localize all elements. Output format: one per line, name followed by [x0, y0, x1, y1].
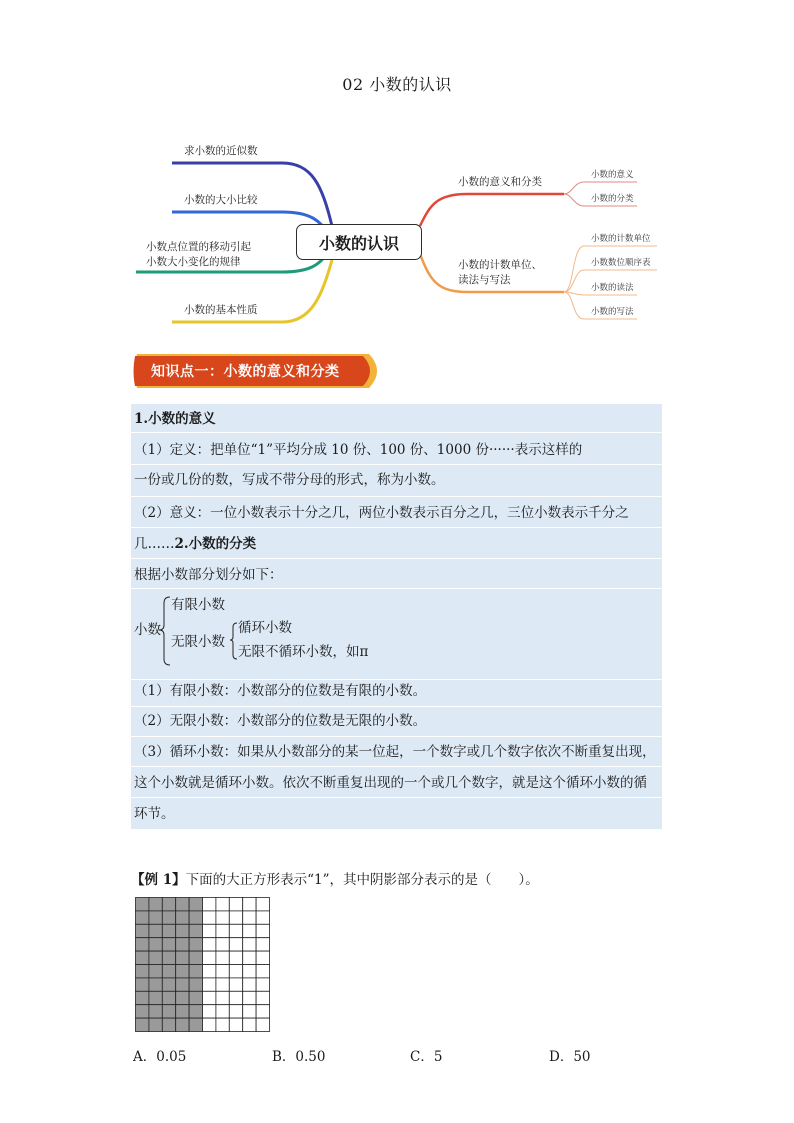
- grid-cell: [243, 924, 256, 937]
- heading-meaning: 1.小数的意义: [134, 411, 216, 427]
- shaded-cell: [162, 978, 175, 991]
- shaded-cell: [162, 965, 175, 978]
- section-banner: [133, 352, 385, 390]
- grid-cell: [216, 951, 229, 964]
- tree-nonrecurring: 无限不循环小数，如π: [238, 644, 369, 660]
- grid-cell: [203, 965, 216, 978]
- grid-cell: [243, 1018, 256, 1031]
- grid-cell: [203, 978, 216, 991]
- grid-cell: [203, 898, 216, 911]
- shaded-cell: [176, 1005, 189, 1018]
- shaded-cell: [136, 1018, 149, 1031]
- shaded-cell: [189, 911, 202, 924]
- shaded-cell: [162, 924, 175, 937]
- shaded-cell: [136, 924, 149, 937]
- shaded-cell: [189, 938, 202, 951]
- shaded-cell: [176, 911, 189, 924]
- grid-cell: [216, 978, 229, 991]
- grid-cell: [243, 911, 256, 924]
- meaning-line-2: 几……2.小数的分类: [134, 536, 257, 552]
- grid-cell: [256, 938, 269, 951]
- mind-map-center: 小数的认识: [296, 224, 422, 260]
- shaded-cell: [149, 978, 162, 991]
- shaded-cell: [176, 978, 189, 991]
- leaf-classify: 小数的分类: [591, 194, 634, 204]
- grid-cell: [203, 951, 216, 964]
- leaf-meaning: 小数的意义: [591, 170, 634, 180]
- definition-line-2: 一份或几份的数，写成不带分母的形式，称为小数。: [134, 472, 445, 488]
- shaded-cell: [176, 924, 189, 937]
- shaded-cell: [189, 924, 202, 937]
- grid-cell: [229, 978, 242, 991]
- grid-cell: [256, 978, 269, 991]
- grid-cell: [216, 924, 229, 937]
- grid-cell: [243, 938, 256, 951]
- branch-label-move-1: 小数点位置的移动引起: [146, 241, 251, 253]
- grid-cell: [203, 1005, 216, 1018]
- classify-intro: 根据小数部分划分如下：: [134, 567, 283, 583]
- grid-cell: [229, 951, 242, 964]
- option-c[interactable]: C．5: [410, 1049, 443, 1065]
- knowledge-box: [131, 404, 662, 829]
- option-a[interactable]: A．0.05: [133, 1049, 187, 1065]
- banner-title: 知识点一：小数的意义和分类: [151, 364, 340, 380]
- shaded-cell: [149, 898, 162, 911]
- finite-definition: （1）有限小数：小数部分的位数是有限的小数。: [134, 683, 427, 699]
- example-tag: 【例 1】: [131, 872, 186, 888]
- grid-cell: [216, 938, 229, 951]
- branch-label-compare: 小数的大小比较: [184, 194, 258, 206]
- shaded-cell: [149, 965, 162, 978]
- shaded-cell: [136, 911, 149, 924]
- shaded-cell: [176, 991, 189, 1004]
- shaded-cell: [149, 1018, 162, 1031]
- grid-cell: [229, 1018, 242, 1031]
- hundred-square-grid: [135, 897, 271, 1033]
- tree-root: 小数: [134, 622, 161, 638]
- grid-cell: [243, 898, 256, 911]
- grid-cell: [256, 951, 269, 964]
- grid-cell: [203, 938, 216, 951]
- classification-tree: [134, 593, 434, 673]
- recurring-line-1: （3）循环小数：如果从小数部分的某一位起，一个数字或几个数字依次不断重复出现，: [134, 744, 656, 760]
- shaded-cell: [149, 938, 162, 951]
- grid-cell: [216, 898, 229, 911]
- shaded-cell: [176, 898, 189, 911]
- recurring-line-2: 这个小数就是循环小数。依次不断重复出现的一个或几个数字，就是这个循环小数的循: [134, 775, 647, 791]
- tree-recurring: 循环小数: [238, 620, 292, 636]
- grid-cell: [243, 965, 256, 978]
- shaded-cell: [189, 951, 202, 964]
- grid-cell: [256, 1018, 269, 1031]
- shaded-cell: [136, 965, 149, 978]
- grid-cell: [229, 991, 242, 1004]
- shaded-cell: [176, 938, 189, 951]
- shaded-cell: [136, 978, 149, 991]
- grid-cell: [203, 1018, 216, 1031]
- branch-label-approx: 求小数的近似数: [184, 145, 258, 157]
- grid-cell: [256, 898, 269, 911]
- grid-cell: [203, 911, 216, 924]
- definition-line-1: （1）定义：把单位“1”平均分成 10 份、100 份、1000 份······表示这样的: [134, 442, 583, 458]
- grid-cell: [256, 911, 269, 924]
- mind-map: [132, 130, 672, 340]
- example-text: 下面的大正方形表示“1”，其中阴影部分表示的是（ ）。: [185, 872, 539, 888]
- shaded-cell: [189, 978, 202, 991]
- grid-cell: [256, 924, 269, 937]
- shaded-cell: [136, 938, 149, 951]
- leaf-reading: 小数的读法: [591, 283, 634, 293]
- shaded-cell: [136, 898, 149, 911]
- example-question: [131, 868, 539, 888]
- grid-cell: [216, 1018, 229, 1031]
- grid-cell: [203, 991, 216, 1004]
- shaded-cell: [149, 1005, 162, 1018]
- shaded-cell: [162, 938, 175, 951]
- shaded-cell: [176, 1018, 189, 1031]
- shaded-cell: [136, 951, 149, 964]
- shaded-cell: [162, 1018, 175, 1031]
- shaded-cell: [176, 965, 189, 978]
- page-title: 02 小数的认识: [342, 75, 452, 94]
- branch-label-units-1: 小数的计数单位、: [458, 259, 542, 271]
- grid-cell: [229, 1005, 242, 1018]
- branch-label-move-2: 小数大小变化的规律: [146, 256, 241, 268]
- shaded-cell: [189, 1018, 202, 1031]
- grid-cell: [229, 924, 242, 937]
- heading-classify: 2.小数的分类: [174, 536, 257, 552]
- grid-cell: [203, 924, 216, 937]
- grid-cell: [229, 965, 242, 978]
- grid-cell: [229, 911, 242, 924]
- tree-finite: 有限小数: [171, 597, 225, 613]
- shaded-cell: [189, 1005, 202, 1018]
- grid-cell: [256, 991, 269, 1004]
- grid-cell: [229, 898, 242, 911]
- branch-label-units-2: 读法与写法: [458, 274, 511, 286]
- infinite-definition: （2）无限小数：小数部分的位数是无限的小数。: [134, 713, 427, 729]
- shaded-cell: [176, 951, 189, 964]
- grid-cell: [243, 991, 256, 1004]
- shaded-cell: [149, 951, 162, 964]
- option-d[interactable]: D．50: [549, 1049, 591, 1065]
- shaded-cell: [136, 1005, 149, 1018]
- leaf-count-unit: 小数的计数单位: [591, 234, 651, 244]
- shaded-cell: [136, 991, 149, 1004]
- grid-cell: [216, 911, 229, 924]
- option-b[interactable]: B．0.50: [272, 1049, 326, 1065]
- leaf-writing: 小数的写法: [591, 307, 634, 317]
- branch-meaning: [420, 194, 564, 226]
- meaning-line-1: （2）意义：一位小数表示十分之几，两位小数表示百分之几，三位小数表示千分之: [134, 505, 629, 521]
- shaded-cell: [162, 911, 175, 924]
- shaded-cell: [162, 898, 175, 911]
- grid-cell: [216, 1005, 229, 1018]
- shaded-cell: [149, 911, 162, 924]
- shaded-cell: [149, 991, 162, 1004]
- grid-cell: [256, 965, 269, 978]
- tree-infinite: 无限小数: [171, 634, 225, 650]
- grid-cell: [243, 951, 256, 964]
- branch-label-property: 小数的基本性质: [184, 304, 258, 316]
- grid-cell: [216, 965, 229, 978]
- shaded-cell: [149, 924, 162, 937]
- shaded-cell: [162, 951, 175, 964]
- grid-cell: [243, 978, 256, 991]
- grid-cell: [243, 1005, 256, 1018]
- shaded-cell: [162, 1005, 175, 1018]
- grid-cell: [229, 938, 242, 951]
- grid-cell: [216, 991, 229, 1004]
- shaded-cell: [189, 991, 202, 1004]
- shaded-cell: [189, 898, 202, 911]
- branch-label-meaning: 小数的意义和分类: [458, 176, 542, 188]
- grid-cell: [256, 1005, 269, 1018]
- shaded-cell: [162, 991, 175, 1004]
- shaded-cell: [189, 965, 202, 978]
- leaf-place-table: 小数数位顺序表: [591, 258, 651, 268]
- recurring-line-3: 环节。: [134, 806, 175, 822]
